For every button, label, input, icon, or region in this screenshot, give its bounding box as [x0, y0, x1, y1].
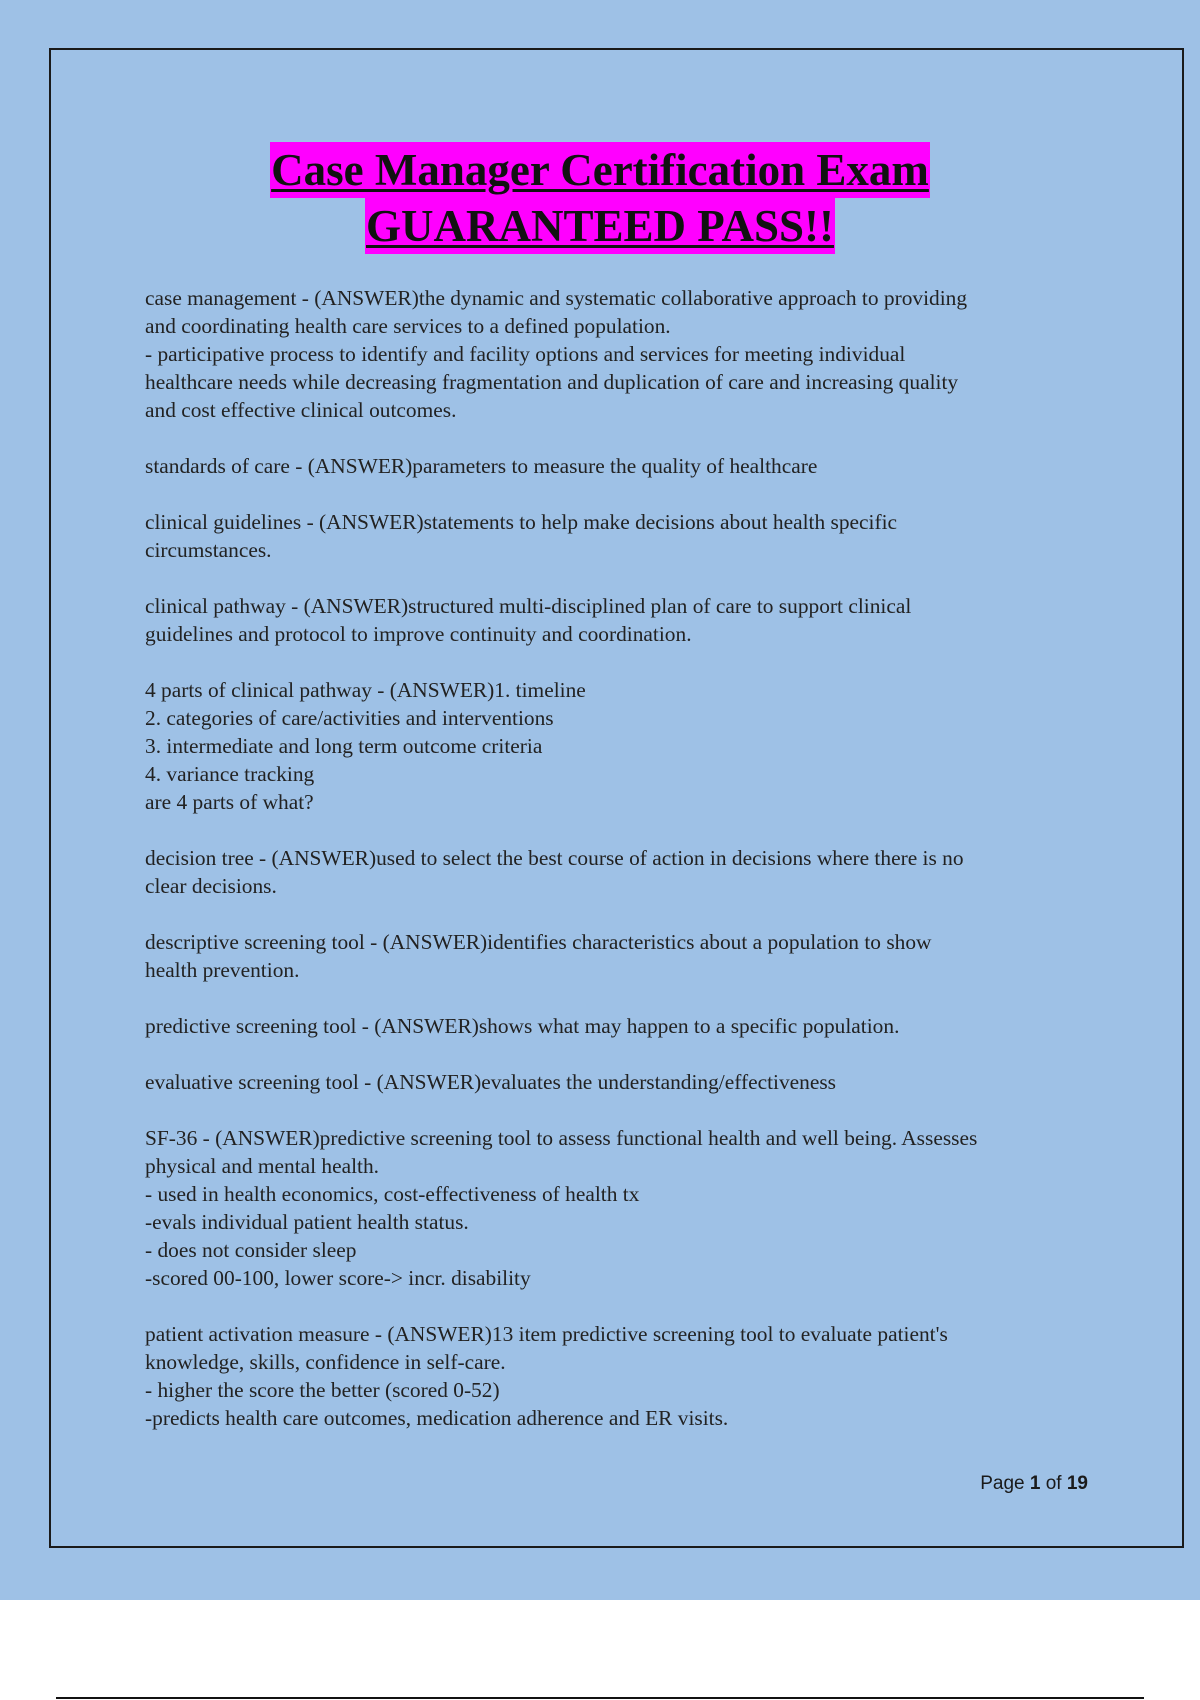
entry-text-line: - higher the score the better (scored 0-52): [145, 1378, 500, 1402]
entry-text-line: patient activation measure - (ANSWER)13 item predictive screening tool to evaluate patient's: [145, 1322, 948, 1346]
entry-text-line: -scored 00-100, lower score-> incr. disability: [145, 1266, 531, 1290]
entry-text-line: -predicts health care outcomes, medication adherence and ER visits.: [145, 1406, 729, 1430]
bottom-divider: [56, 1697, 1144, 1699]
entry-text-line: 3. intermediate and long term outcome criteria: [145, 734, 543, 758]
flashcard-entry: [145, 1124, 1095, 1292]
title-line-1: Case Manager Certification Exam: [270, 142, 930, 198]
flashcard-entry: [145, 592, 1095, 648]
entry-text-line: descriptive screening tool - (ANSWER)identifies characteristics about a population to show: [145, 930, 932, 954]
flashcard-entry: [145, 1012, 1095, 1040]
page-current: 1: [1029, 1473, 1041, 1494]
flashcard-list: [145, 284, 1095, 1460]
flashcard-entry: [145, 1068, 1095, 1096]
entry-text-line: 2. categories of care/activities and interventions: [145, 706, 554, 730]
entry-text-line: - does not consider sleep: [145, 1238, 357, 1262]
entry-text-line: healthcare needs while decreasing fragmentation and duplication of care and increasing quality: [145, 370, 959, 394]
entry-text-line: and cost effective clinical outcomes.: [145, 398, 457, 422]
entry-text-line: clinical guidelines - (ANSWER)statements to help make decisions about health specific: [145, 510, 898, 534]
flashcard-entry: [145, 844, 1095, 900]
page-word: Page: [980, 1473, 1025, 1494]
entry-text-line: 4. variance tracking: [145, 762, 315, 786]
flashcard-entry: [145, 928, 1095, 984]
entry-text-line: evaluative screening tool - (ANSWER)evaluates the understanding/effectiveness: [145, 1070, 836, 1094]
entry-text-line: clinical pathway - (ANSWER)structured multi-disciplined plan of care to support clinical: [145, 594, 912, 618]
page-total: 19: [1066, 1473, 1088, 1494]
page-number: [900, 1473, 1088, 1495]
flashcard-entry: [145, 676, 1095, 816]
entry-text-line: clear decisions.: [145, 874, 277, 898]
flashcard-entry: [145, 508, 1095, 564]
entry-text-line: guidelines and protocol to improve continuity and coordination.: [145, 622, 692, 646]
entry-text-line: SF-36 - (ANSWER)predictive screening tool to assess functional health and well being. Assesses: [145, 1126, 978, 1150]
entry-text-line: and coordinating health care services to a defined population.: [145, 314, 671, 338]
flashcard-entry: [145, 1320, 1095, 1432]
entry-text-line: health prevention.: [145, 958, 300, 982]
entry-text-line: predictive screening tool - (ANSWER)shows what may happen to a specific population.: [145, 1014, 900, 1038]
flashcard-entry: [145, 284, 1095, 424]
entry-text-line: standards of care - (ANSWER)parameters to measure the quality of healthcare: [145, 454, 818, 478]
entry-text-line: 4 parts of clinical pathway - (ANSWER)1. timeline: [145, 678, 586, 702]
entry-text-line: are 4 parts of what?: [145, 790, 314, 814]
flashcard-entry: [145, 452, 1095, 480]
page-of: of: [1045, 1473, 1062, 1494]
entry-text-line: - participative process to identify and facility options and services for meeting individual: [145, 342, 906, 366]
entry-text-line: circumstances.: [145, 538, 272, 562]
title-line-2: GUARANTEED PASS!!: [365, 198, 835, 254]
entry-text-line: case management - (ANSWER)the dynamic and systematic collaborative approach to providing: [145, 286, 968, 310]
entry-text-line: decision tree - (ANSWER)used to select the best course of action in decisions where there is no: [145, 846, 964, 870]
entry-text-line: knowledge, skills, confidence in self-care.: [145, 1350, 506, 1374]
entry-text-line: -evals individual patient health status.: [145, 1210, 469, 1234]
document-title: [0, 142, 1200, 254]
entry-text-line: physical and mental health.: [145, 1154, 380, 1178]
entry-text-line: - used in health economics, cost-effectiveness of health tx: [145, 1182, 640, 1206]
